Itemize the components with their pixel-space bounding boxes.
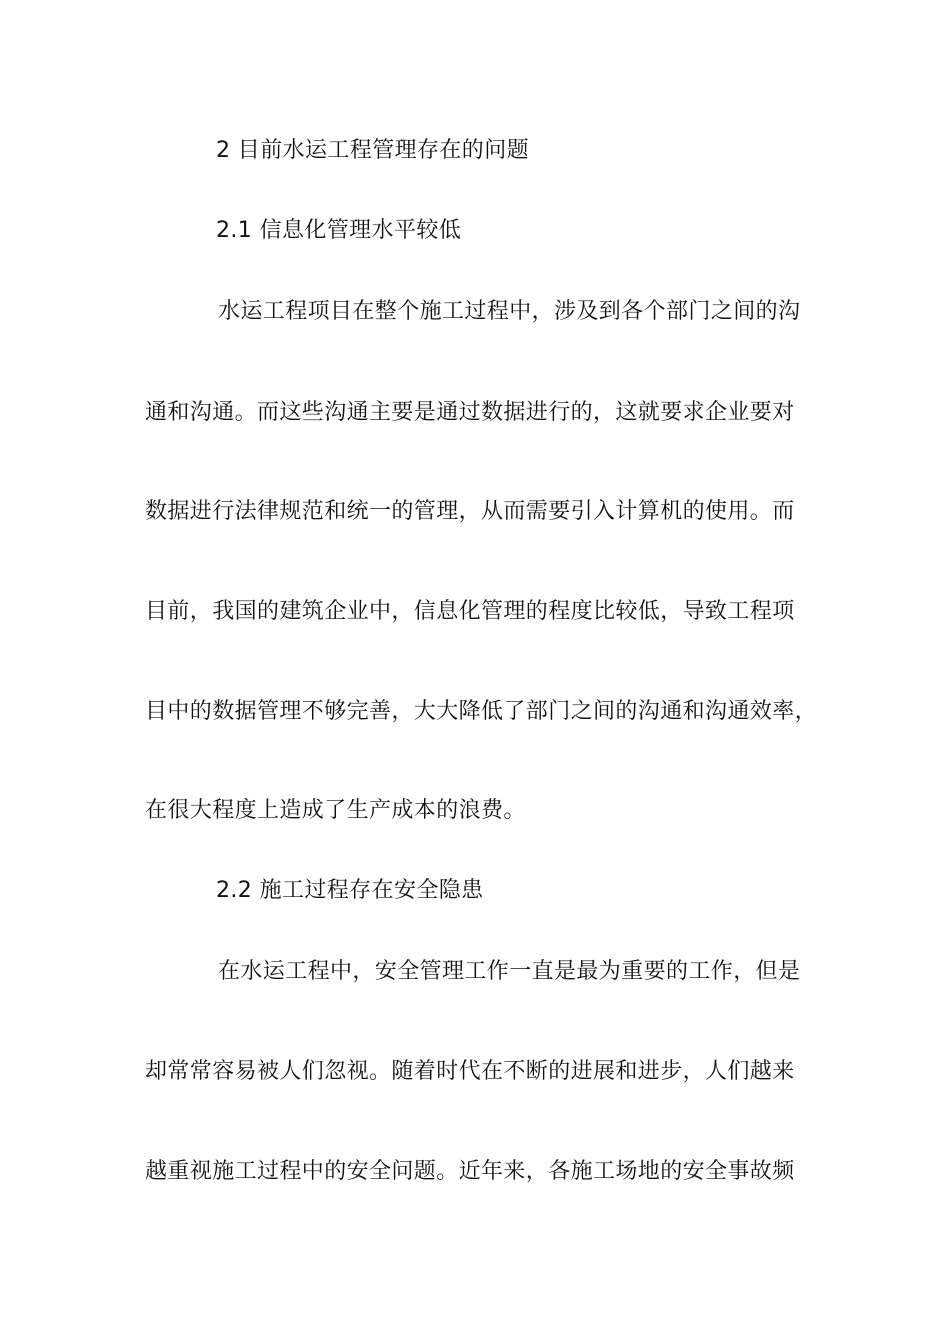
paragraph-line: 却常常容易被人们忽视。随着时代在不断的进展和进步，人们越来	[145, 1059, 795, 1084]
paragraph-line: 目中的数据管理不够完善，大大降低了部门之间的沟通和沟通效率，	[145, 699, 818, 724]
subsection-title: 2.2 施工过程存在安全隐患	[216, 878, 484, 903]
paragraph-line: 在水运工程中，安全管理工作一直是最为重要的工作，但是	[218, 959, 801, 984]
paragraph-line: 水运工程项目在整个施工过程中，涉及到各个部门之间的沟	[218, 299, 801, 324]
paragraph-line: 越重视施工过程中的安全问题。近年来，各施工场地的安全事故频	[145, 1159, 795, 1184]
section-heading: 2 目前水运工程管理存在的问题	[216, 138, 529, 163]
paragraph-line: 目前，我国的建筑企业中，信息化管理的程度比较低，导致工程项	[145, 599, 795, 624]
paragraph-line: 在很大程度上造成了生产成本的浪费。	[145, 798, 526, 823]
paragraph-line: 通和沟通。而这些沟通主要是通过数据进行的，这就要求企业要对	[145, 400, 795, 425]
paragraph-line: 数据进行法律规范和统一的管理，从而需要引入计算机的使用。而	[145, 499, 795, 524]
subsection-title: 2.1 信息化管理水平较低	[216, 218, 462, 243]
